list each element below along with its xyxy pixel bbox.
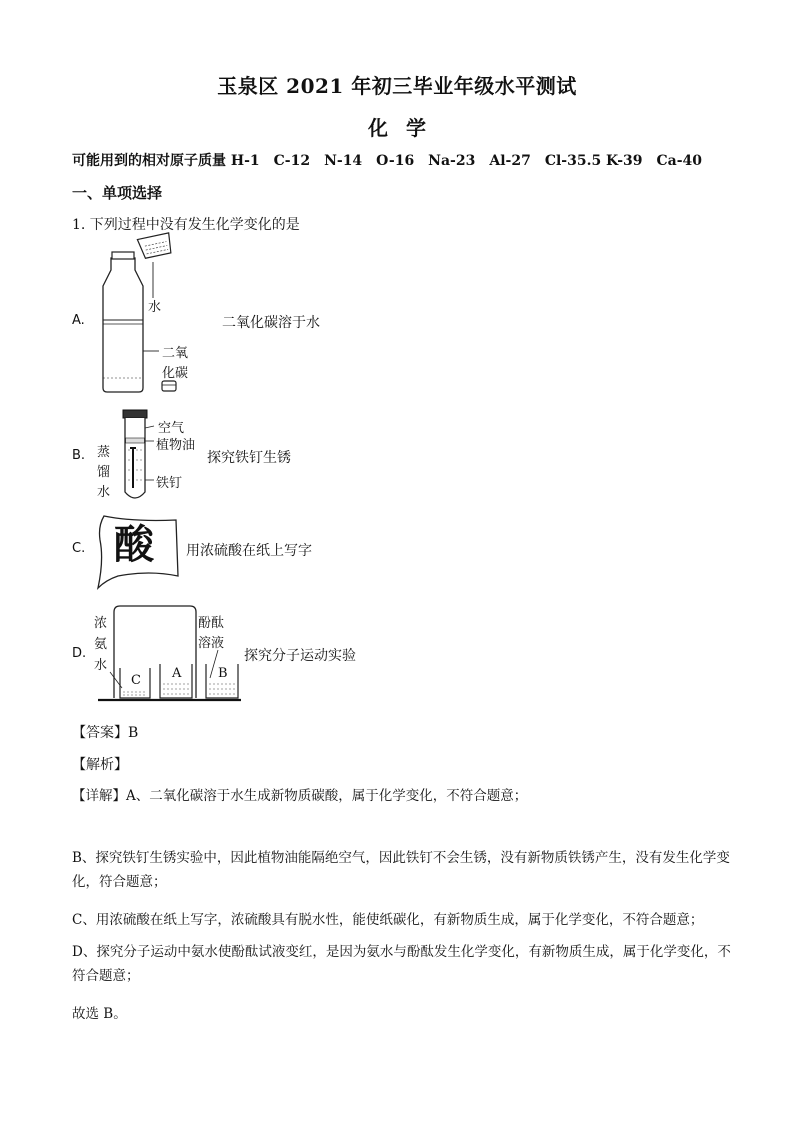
option-c-text: 用浓硫酸在纸上写字 (186, 543, 312, 559)
detail-line-c: C、用浓硫酸在纸上写字，浓硫酸具有脱水性，能使纸碳化，有新物质生成，属于化学变化，不符合题意； (72, 912, 704, 928)
option-b-label-oil: 植物油 (156, 438, 196, 453)
option-b-label-air: 空气 (158, 421, 185, 436)
option-b-label-nail: 铁钉 (156, 476, 183, 491)
option-d-label-phenol-2: 溶液 (198, 636, 225, 651)
option-b-figure (118, 408, 158, 503)
option-b-letter: B. (72, 448, 86, 463)
detail-line-b: B、探究铁钉生锈实验中，因此植物油能隔绝空气，因此铁钉不会生锈，没有新物质铁锈产生，没有发生化学变化，符合题意； (72, 850, 730, 890)
option-d-text: 探究分子运动实验 (244, 648, 356, 664)
answer-tag: 【答案】 (72, 725, 128, 741)
subject-title (0, 112, 794, 141)
option-c-letter: C. (72, 541, 86, 556)
option-a-label-co2-line1: 二氧 (162, 346, 189, 361)
option-d-label-ammonia-1: 浓 (94, 616, 108, 631)
option-a-text: 二氧化碳溶于水 (222, 315, 320, 331)
option-a-label-co2-line2: 化碳 (162, 366, 189, 381)
option-d-label-ammonia-2: 氨 (94, 637, 108, 652)
subject-text: 化学 (368, 116, 444, 140)
detail-line-a (72, 784, 732, 808)
option-d-beaker-c-label: C (131, 673, 141, 688)
exam-title: 玉泉区 2021 年初三毕业年级水平测试 (217, 74, 577, 98)
detail-line-d: D、探究分子运动中氨水使酚酞试液变红，是因为氨水与酚酞发生化学变化，有新物质生成，属于化学变化，不符合题意； (72, 944, 731, 984)
analysis-tag: 【解析】 (72, 757, 128, 773)
option-b-label-distilled-2: 馏 (97, 465, 111, 480)
option-b-label-distilled-1: 蒸 (97, 445, 111, 460)
option-a-figure (95, 238, 205, 393)
option-d-beaker-b-label: B (218, 666, 228, 681)
option-d-letter: D. (72, 646, 87, 661)
option-b-text: 探究铁钉生锈 (207, 450, 291, 466)
option-d-label-phenol-1: 酚酞 (198, 616, 225, 631)
section-title: 一、单项选择 (72, 184, 163, 202)
question-stem: 1. 下列过程中没有发生化学变化的是 (72, 217, 300, 233)
detail-text-a: A、二氧化碳溶于水生成新物质碳酸，属于化学变化，不符合题意； (126, 788, 528, 804)
option-a-letter: A. (72, 313, 85, 328)
answer-value: B (128, 725, 139, 741)
option-d-label-ammonia-3: 水 (94, 658, 108, 673)
option-c-acid-character: 酸 (114, 521, 154, 568)
option-a-label-water: 水 (148, 300, 162, 315)
detail-conclusion: 故选 B。 (72, 1006, 127, 1022)
option-b-label-distilled-3: 水 (97, 485, 111, 500)
atomic-masses: 可能用到的相对原子质量 H-1 C-12 N-14 O-16 Na-23 Al-27 Cl-35.5 K-39 Ca-40 (72, 153, 703, 169)
answer-line (72, 722, 138, 742)
option-d-beaker-a-label: A (172, 666, 182, 681)
detail-tag: 【详解】 (72, 788, 126, 804)
